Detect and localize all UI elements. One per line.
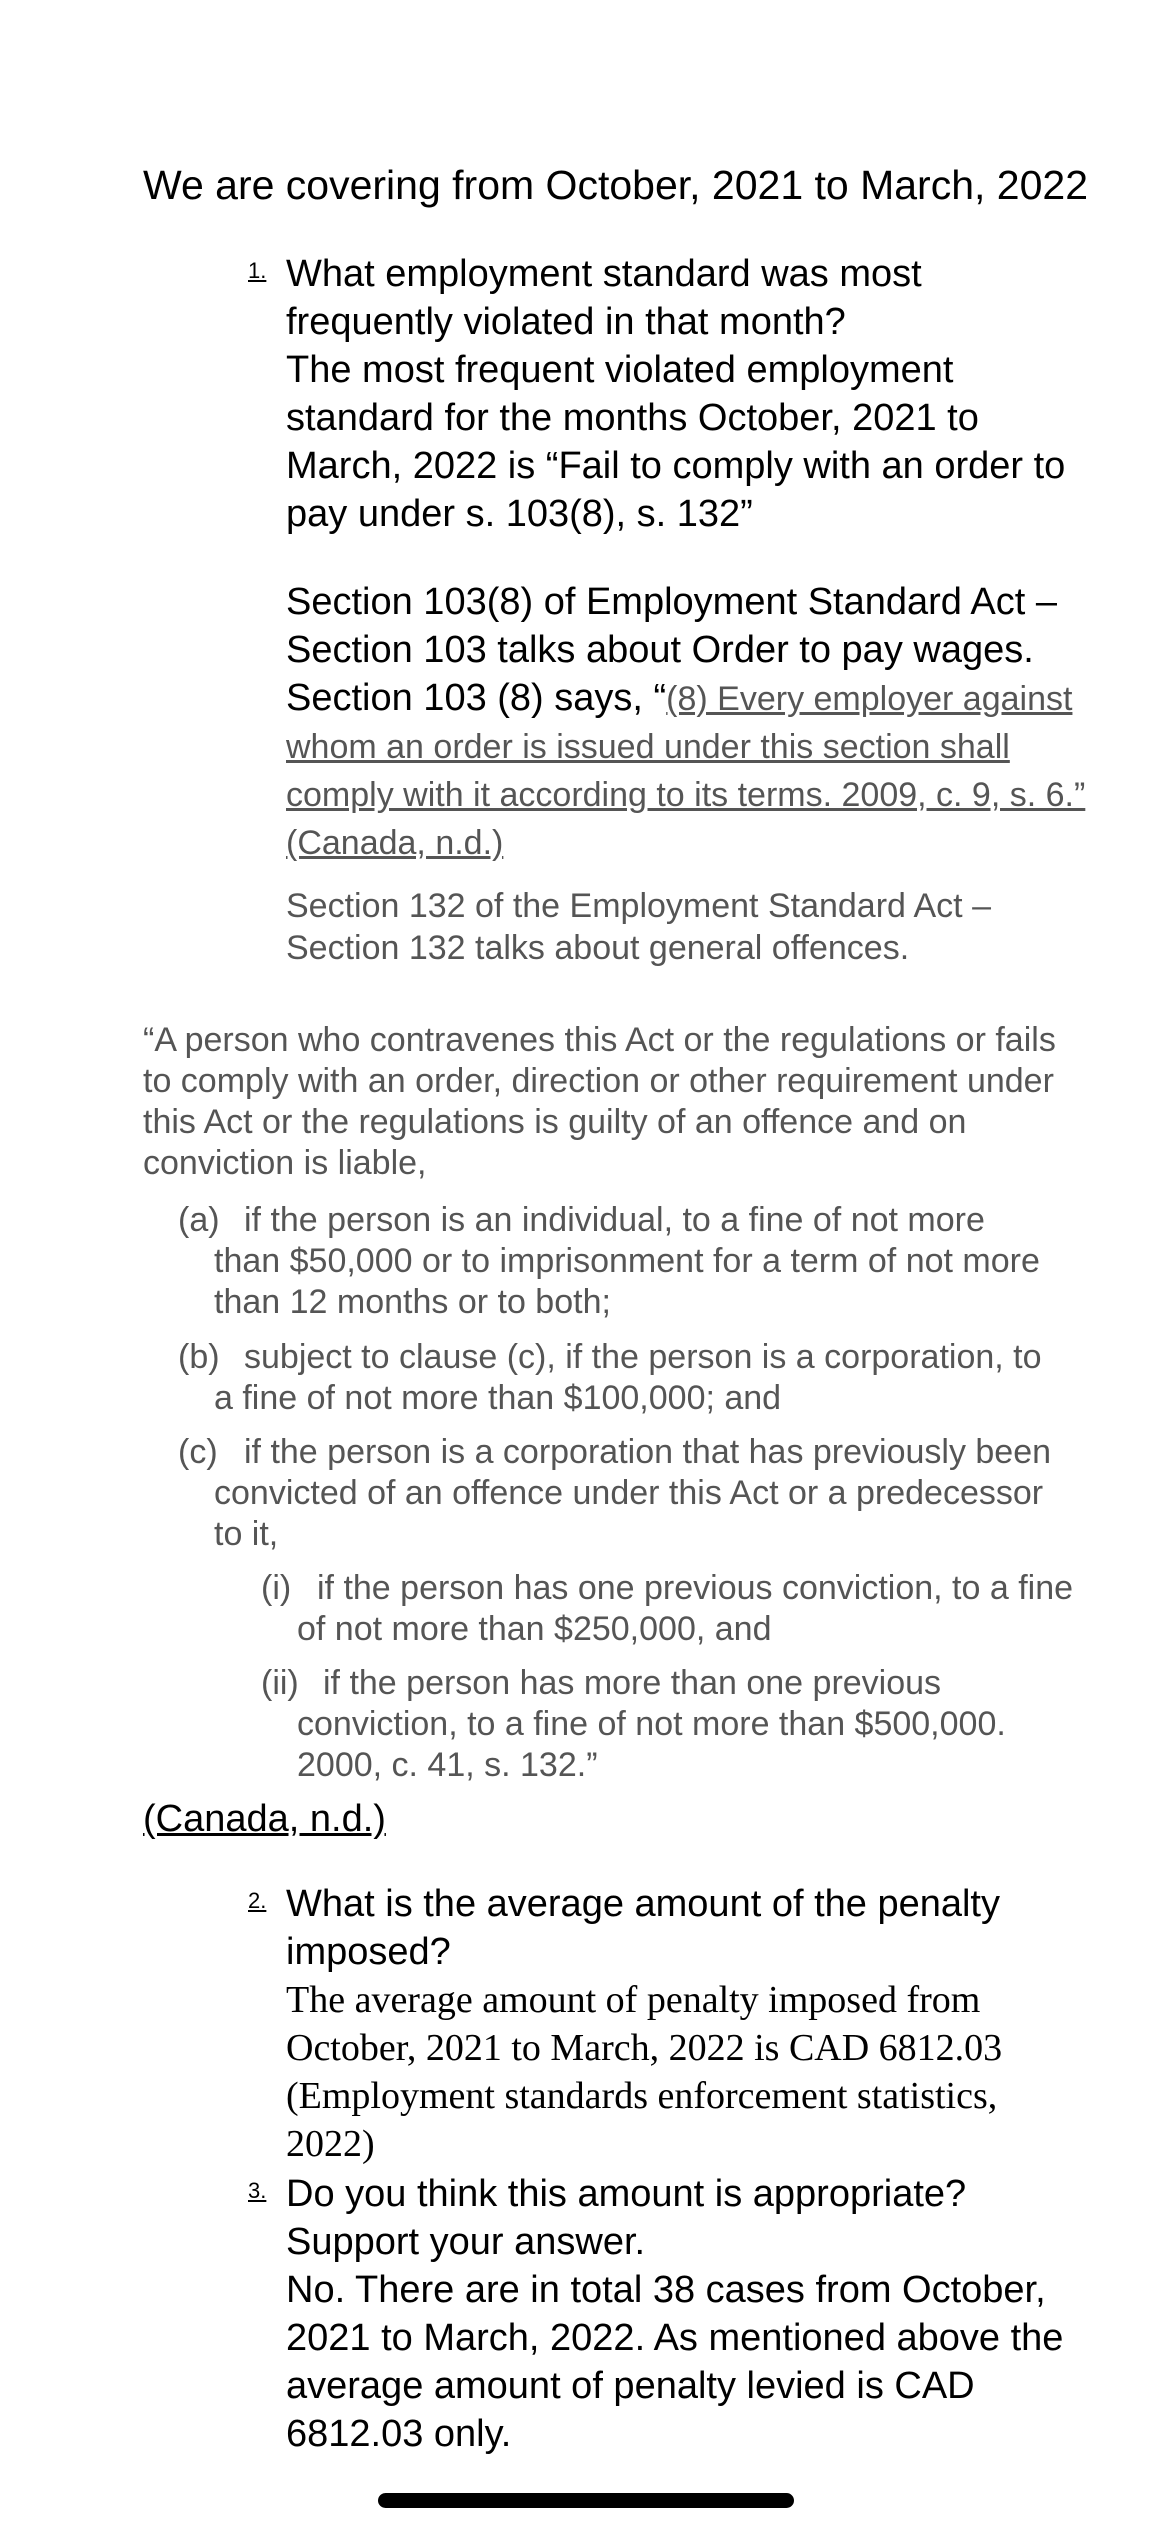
question-text: Do you think this amount is appropriate? Support your answer. [286,2173,967,2263]
section-103-intro: Section 103(8) of Employment Standard Act – Section 103 talks about Order to pay wages. Section 103 (8) says, “ [286,581,1057,719]
answer-text: The average amount of penalty imposed from October, 2021 to March, 2022 is CAD 6812.03 (Employment standards enforcement statistics, 2022) [286,1979,1003,2165]
subclause-ii [261,1663,1061,1786]
clause-a [178,1200,1058,1323]
subclause-text: if the person has more than one previous conviction, to a fine of not more than $500,000. 2000, c. 41, s. 132.” [297,1664,1006,1784]
question-text: What is the average amount of the penalty imposed? [286,1883,1000,1973]
clause-label: (b) [178,1338,220,1376]
clause-text: if the person is an individual, to a fine of not more than $50,000 or to imprisonment for a term of not more than 12 months or to both; [214,1201,1040,1321]
answer-text: No. There are in total 38 cases from October, 2021 to March, 2022. As mentioned above the average amount of penalty levied is CAD 6812.03 only. [286,2269,1064,2455]
question-3 [248,2170,1078,2458]
subclause-i [261,1568,1081,1650]
clause-label: (c) [178,1433,218,1471]
subclause-label: (ii) [261,1664,299,1702]
question-2 [248,1880,1078,2168]
question-number: 1. [248,258,267,283]
section-132-intro: Section 132 of the Employment Standard Act – Section 132 talks about general offences. [286,887,991,967]
section-132-quote: “A person who contravenes this Act or the regulations or fails to comply with an order, direction or other requirement under this Act or the regulations is guilty of an offence and on conviction is liable, [143,1021,1056,1182]
clause-c [178,1432,1058,1555]
question-number: 2. [248,1888,267,1913]
answer-text: The most frequent violated employment standard for the months October, 2021 to March, 2022 is “Fail to comply with an order to pay under s. 103(8), s. 132” [286,349,1066,535]
section-103-quote-link[interactable]: (8) Every employer against whom an order is issued under this section shall comply with it according to its terms. 2009, c. 9, s. 6.” (Canada, n.d.) [286,680,1086,862]
section-103-paragraph [286,578,1086,866]
clause-text: if the person is a corporation that has previously been convicted of an offence under this Act or a predecessor to it, [214,1433,1052,1553]
clause-b [178,1337,1058,1419]
question-text: What employment standard was most frequently violated in that month? [286,253,922,343]
page-heading: We are covering from October, 2021 to March, 2022 [143,162,1089,208]
citation-link[interactable]: (Canada, n.d.) [143,1798,386,1840]
clause-text: subject to clause (c), if the person is a corporation, to a fine of not more than $100,000; and [214,1338,1042,1417]
home-indicator[interactable] [378,2493,794,2508]
subclause-label: (i) [261,1569,292,1607]
question-1 [248,250,1078,538]
clause-label: (a) [178,1201,220,1239]
question-number: 3. [248,2178,267,2203]
subclause-text: if the person has one previous conviction, to a fine of not more than $250,000, and [297,1569,1074,1648]
